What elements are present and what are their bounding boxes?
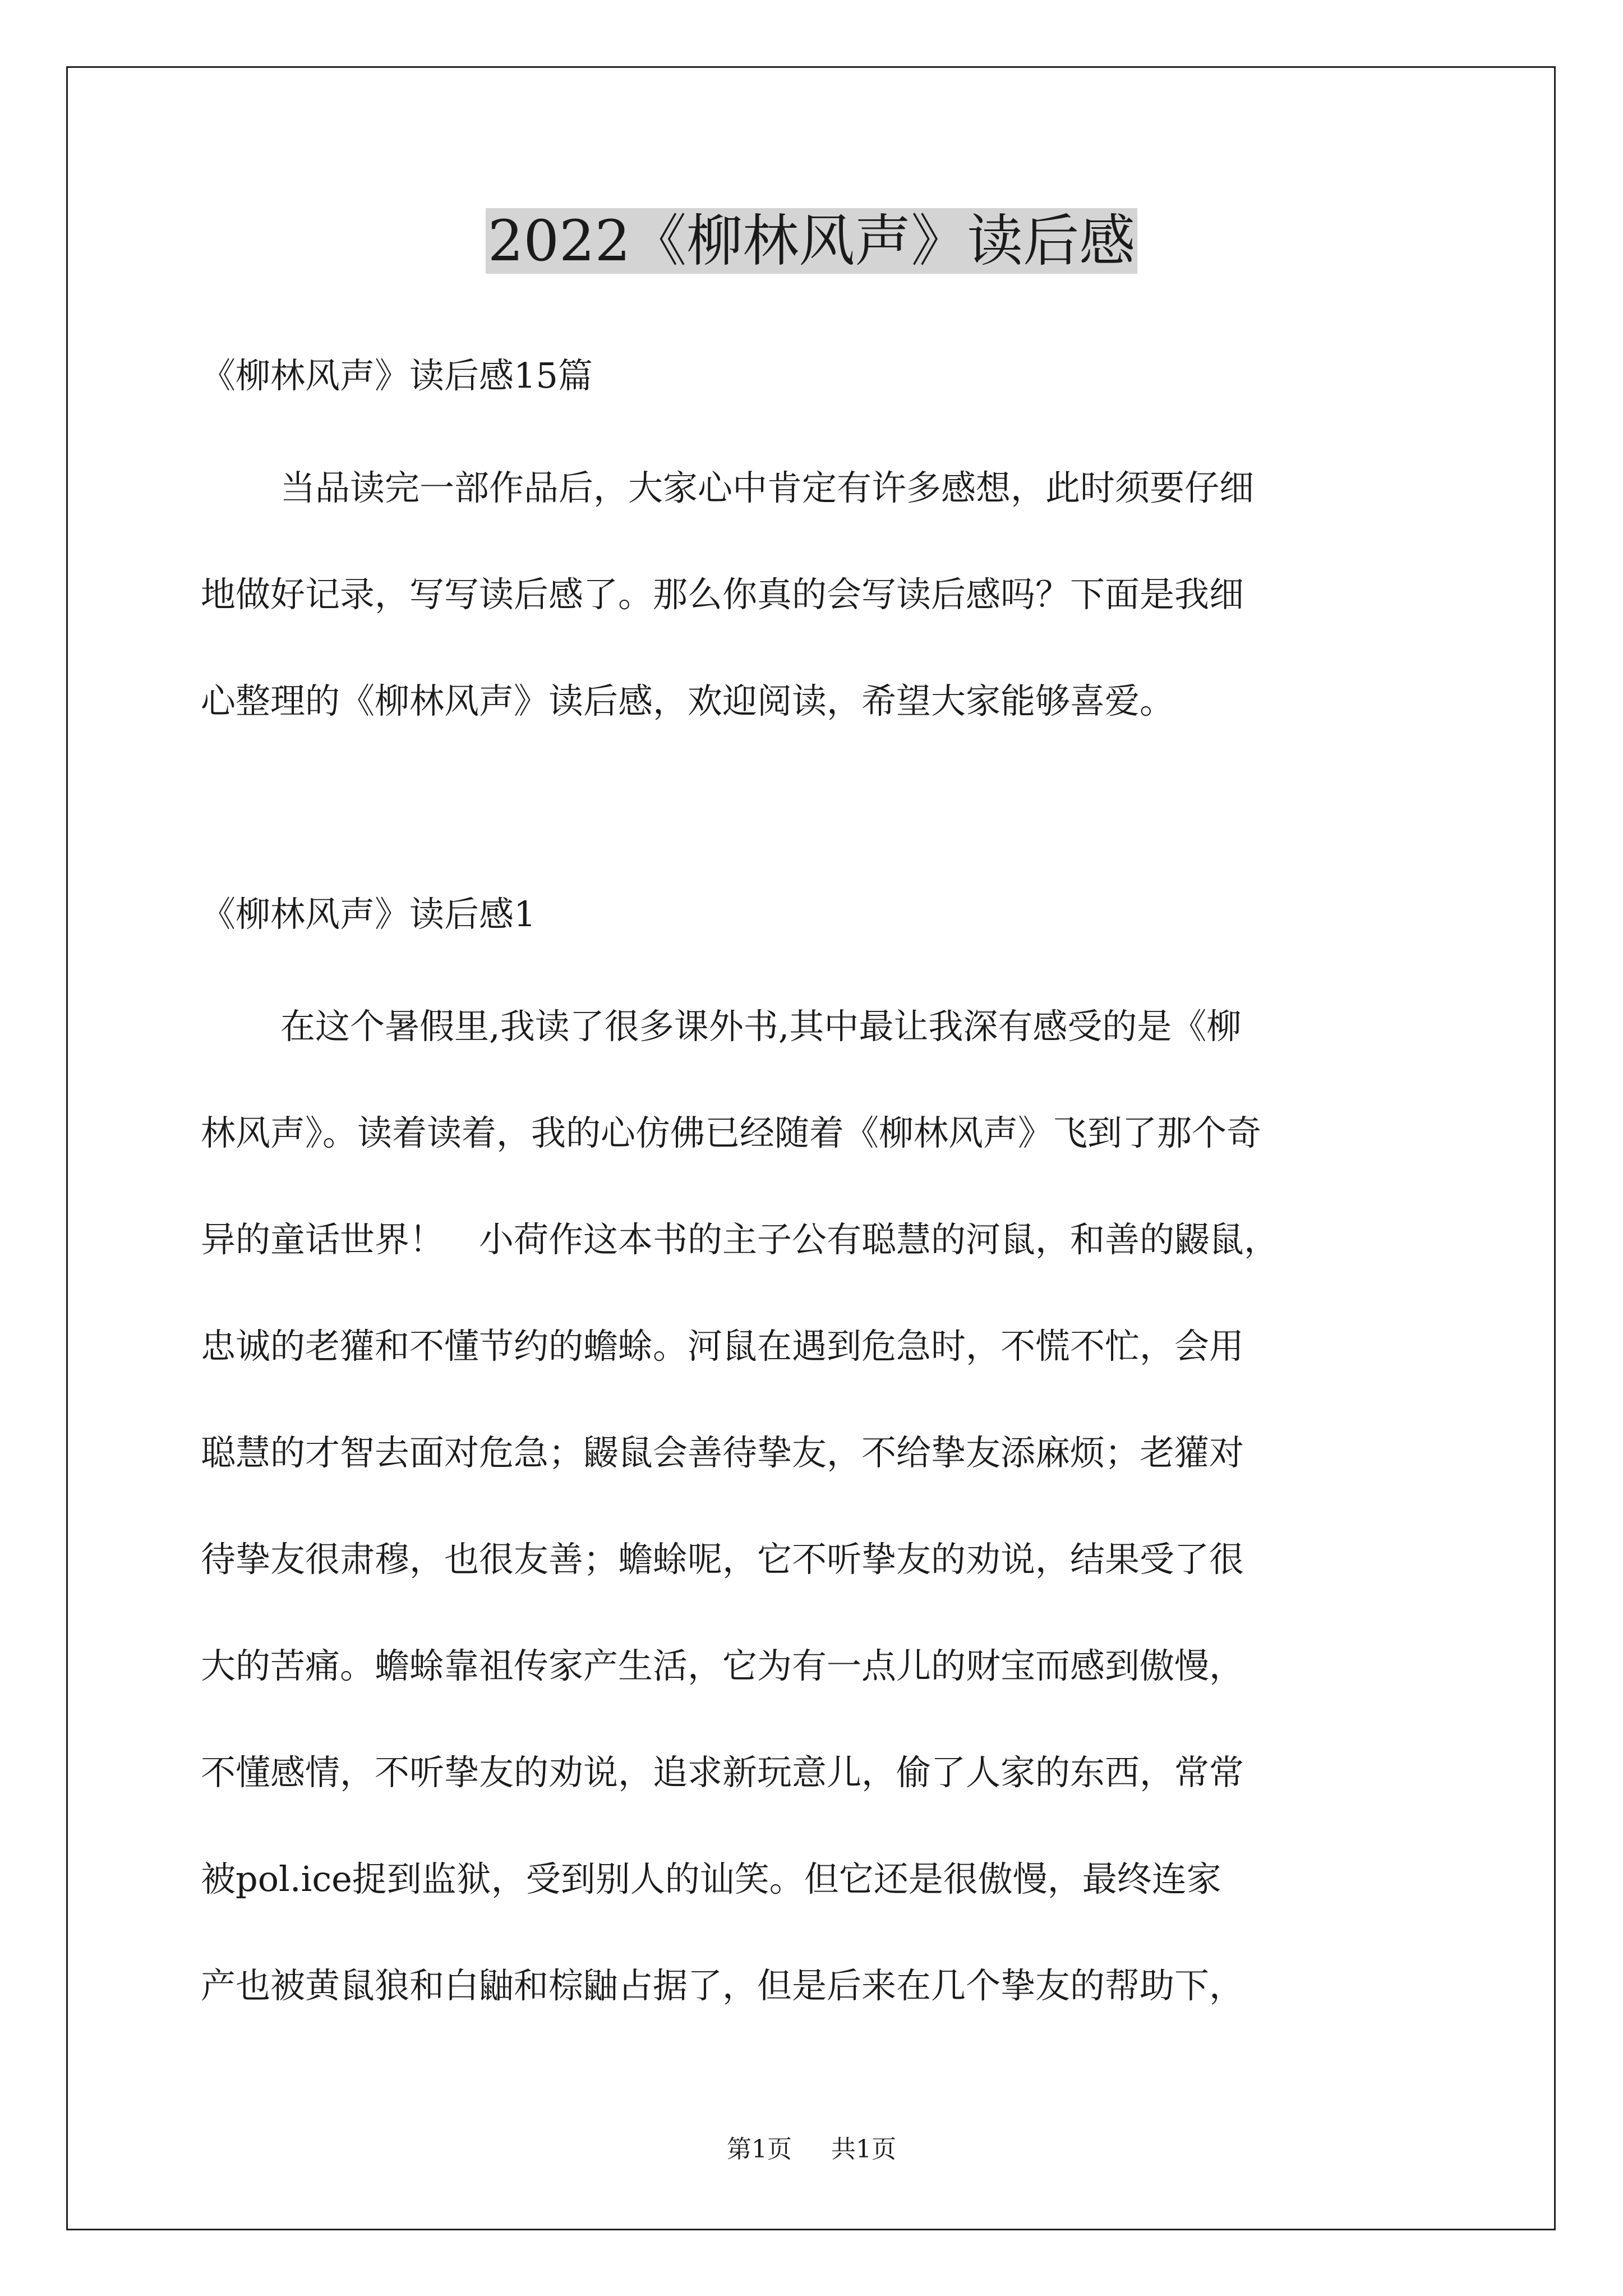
section-heading: 《柳林风声》读后感1 bbox=[201, 894, 536, 935]
body-line: 忠诚的老獾和不懂节约的蟾蜍。河鼠在遇到危急时，不慌不忙，会用 bbox=[201, 1326, 1244, 1366]
intro-line: 当品读完一部作品后，大家心中肯定有许多感想，此时须要仔细 bbox=[280, 467, 1255, 508]
body-line: 产也被黄鼠狼和白鼬和棕鼬占据了，但是后来在几个挚友的帮助下， bbox=[201, 1965, 1244, 2006]
document-title bbox=[0, 202, 1623, 280]
body-line: 在这个暑假里,我读了很多课外书,其中最让我深有感受的是《柳 bbox=[280, 1006, 1242, 1047]
body-line: 异的童话世界！ 小荷作这本书的主子公有聪慧的河鼠，和善的鼹鼠， bbox=[201, 1219, 1279, 1260]
intro-line: 地做好记录，写写读后感了。那么你真的会写读后感吗？下面是我细 bbox=[201, 574, 1244, 615]
body-line: 待挚友很肃穆，也很友善；蟾蜍呢，它不听挚友的劝说，结果受了很 bbox=[201, 1539, 1244, 1580]
subtitle: 《柳林风声》读后感15篇 bbox=[201, 355, 593, 396]
page-footer bbox=[0, 2133, 1623, 2166]
intro-line: 心整理的《柳林风声》读后感，欢迎阅读，希望大家能够喜爱。 bbox=[201, 680, 1175, 721]
page-number: 第1页 bbox=[727, 2135, 792, 2164]
body-line: 林风声》。读着读着，我的心仿佛已经随着《柳林风声》飞到了那个奇 bbox=[201, 1112, 1262, 1153]
body-line: 大的苦痛。蟾蜍靠祖传家产生活，它为有一点儿的财宝而感到傲慢， bbox=[201, 1645, 1244, 1686]
page-total: 共1页 bbox=[831, 2135, 896, 2164]
body-line: 聪慧的才智去面对危急；鼹鼠会善待挚友，不给挚友添麻烦；老獾对 bbox=[201, 1432, 1244, 1473]
document-title-text: 2022《柳林风声》读后感 bbox=[486, 208, 1138, 274]
body-line: 被pol.ice捉到监狱，受到别人的讪笑。但它还是很傲慢，最终连家 bbox=[201, 1858, 1221, 1899]
body-line: 不懂感情，不听挚友的劝说，追求新玩意儿，偷了人家的东西，常常 bbox=[201, 1752, 1244, 1793]
